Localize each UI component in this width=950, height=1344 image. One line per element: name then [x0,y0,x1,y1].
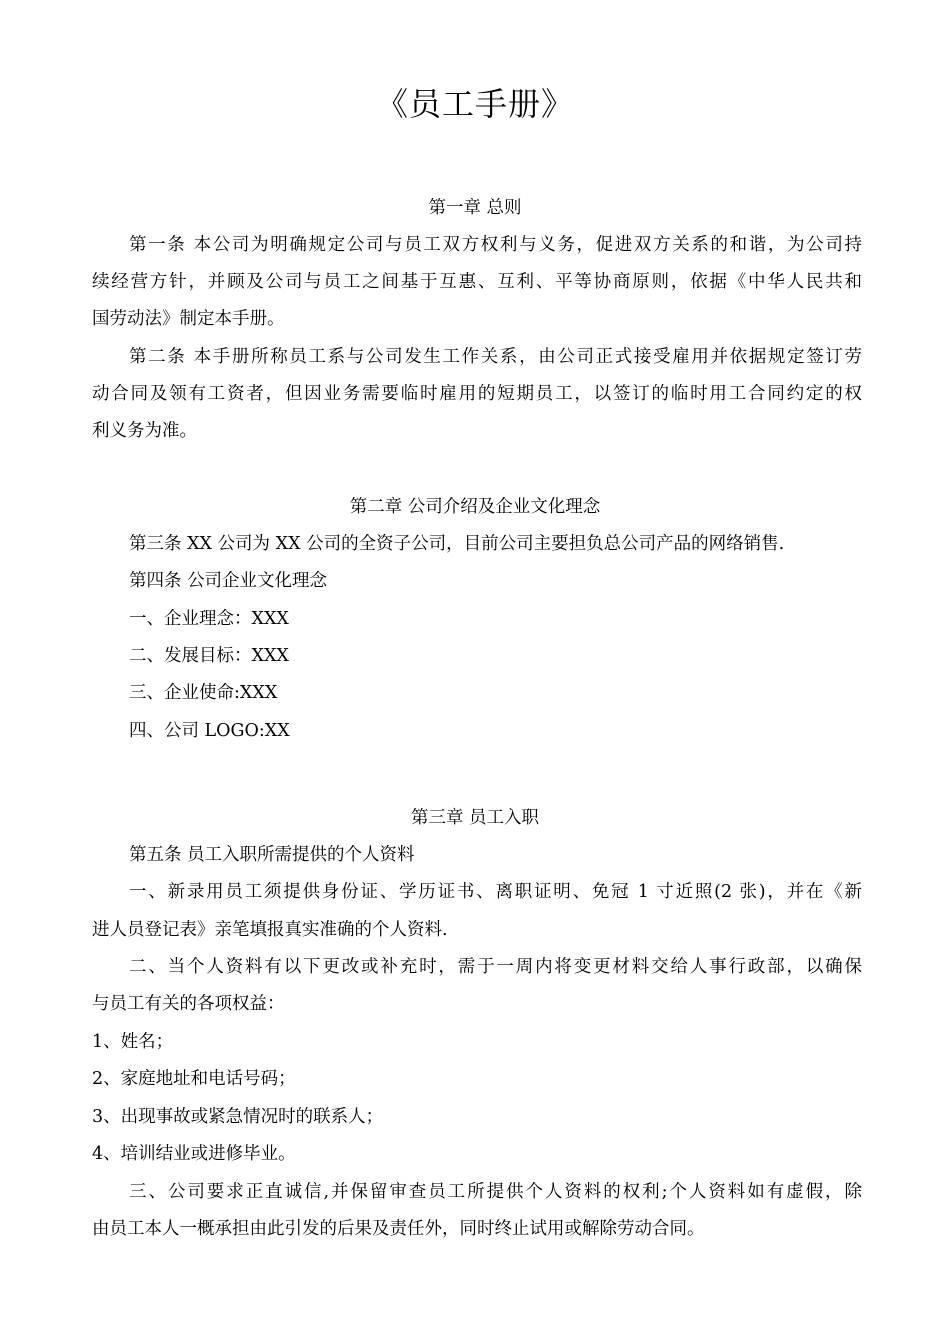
article-1-line-3: 国劳动法》制定本手册。 [92,309,285,329]
chapter-3-heading: 第三章 员工入职 [410,808,540,828]
list-item: 4、培训结业或进修毕业。 [92,1144,296,1164]
list-item: 1、姓名； [92,1032,174,1052]
article-1-line-1: 第一条 本公司为明确规定公司与员工双方权利与义务，促进双方关系的和谐，为公司持 [129,235,862,255]
paragraph-1-line-1: 一、新录用员工须提供身份证、学历证书、离职证明、免冠 1 寸近照(2 张)，并在《新 [129,882,862,902]
paragraph-2-line-2: 与员工有关的各项权益： [92,994,285,1014]
list-item: 2、家庭地址和电话号码； [92,1069,296,1089]
article-4: 第四条 公司企业文化理念 [129,571,328,591]
paragraph-3-line-1: 三、公司要求正直诚信,并保留审查员工所提供个人资料的权利;个人资料如有虚假，除 [129,1182,862,1202]
culture-item: 一、企业理念：XXX [129,609,289,629]
article-3: 第三条 XX 公司为 XX 公司的全资子公司，目前公司主要担负总公司产品的网络销售. [129,534,785,554]
article-2-line-2: 动合同及领有工资者，但因业务需要临时雇用的短期员工，以签订的临时用工合同约定的权 [92,384,862,404]
chapter-1-heading: 第一章 总则 [428,198,522,218]
article-5: 第五条 员工入职所需提供的个人资料 [129,845,415,865]
culture-item: 四、公司 LOGO:XX [129,721,290,741]
culture-item: 二、发展目标：XXX [129,646,289,666]
paragraph-2-line-1: 二、当个人资料有以下更改或补充时，需于一周内将变更材料交给人事行政部，以确保 [129,957,862,977]
document-title: 《员工手册》 [375,85,574,123]
article-2-line-1: 第二条 本手册所称员工系与公司发生工作关系，由公司正式接受雇用并依据规定签订劳 [129,347,862,367]
paragraph-1-line-2: 进人员登记表》亲笔填报真实准确的个人资料. [92,920,448,940]
article-1-line-2: 续经营方针，并顾及公司与员工之间基于互惠、互利、平等协商原则，依据《中华人民共和 [92,272,862,292]
culture-item: 三、企业使命:XXX [129,683,278,703]
chapter-2-heading: 第二章 公司介绍及企业文化理念 [349,497,601,517]
list-item: 3、出现事故或紧急情况时的联系人； [92,1107,384,1127]
article-2-line-3: 利义务为准。 [92,421,197,441]
paragraph-3-line-2: 由员工本人一概承担由此引发的后果及责任外，同时终止试用或解除劳动合同。 [92,1219,705,1239]
